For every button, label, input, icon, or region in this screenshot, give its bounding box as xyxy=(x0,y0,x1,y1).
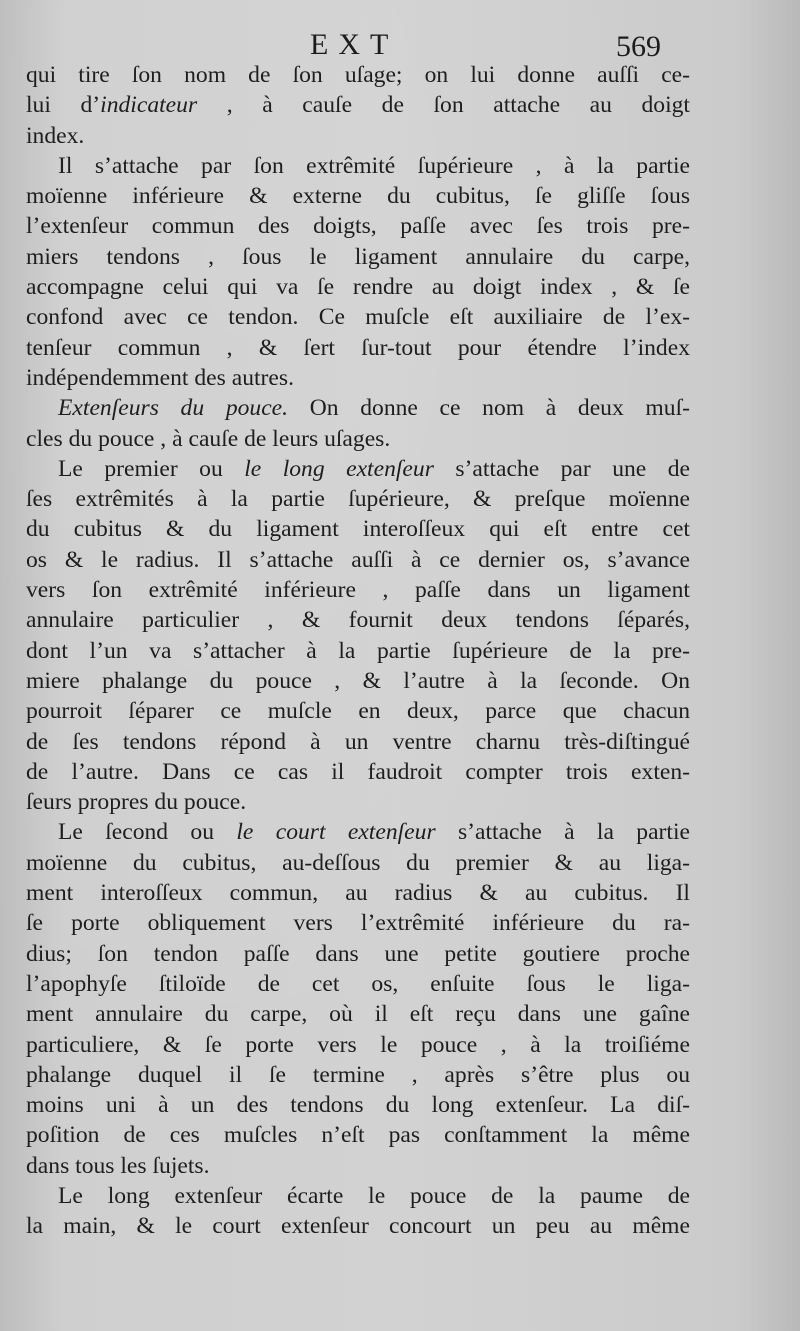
paragraph xyxy=(26,151,690,393)
text-segment: os & le radius. Il s’attache auſſi à ce dernier os, s’avance xyxy=(26,546,690,573)
text-line xyxy=(26,181,690,211)
text-line xyxy=(26,939,690,969)
text-segment: confond avec ce tendon. Ce muſcle eſt auxiliaire de l’ex- xyxy=(26,304,690,331)
italic-text: le court extenſeur xyxy=(236,819,436,846)
text-segment: poſition de ces muſcles n’eſt pas conſtamment la même xyxy=(26,1122,690,1149)
text-segment: ment annulaire du carpe, où il eſt reçu dans une gaîne xyxy=(26,1001,690,1028)
text-line xyxy=(26,424,690,454)
text-line xyxy=(26,393,690,423)
text-line xyxy=(26,272,690,302)
italic-text: Extenſeurs du pouce. xyxy=(58,395,289,422)
text-segment: lui d’ xyxy=(26,92,101,119)
text-line xyxy=(26,151,690,181)
text-segment: s’attache par une de xyxy=(433,455,691,482)
text-segment: pourroit ſéparer ce muſcle en deux, parce que chacun xyxy=(26,698,690,725)
text-segment: cles du pouce , à cauſe de leurs uſages. xyxy=(26,425,391,452)
italic-text: le long extenſeur xyxy=(244,455,434,482)
text-line xyxy=(26,1120,690,1150)
text-line xyxy=(26,817,690,847)
text-segment: Il s’attache par ſon extrêmité ſupérieure , à la partie xyxy=(58,152,690,179)
text-line xyxy=(26,1181,690,1211)
text-line xyxy=(26,605,690,635)
text-line xyxy=(26,969,690,999)
text-line xyxy=(26,1211,690,1241)
text-line xyxy=(26,636,690,666)
text-segment: accompagne celui qui va ſe rendre au doigt index , & ſe xyxy=(26,274,690,301)
text-line xyxy=(26,908,690,938)
text-segment: ſe porte obliquement vers l’extrêmité inférieure du ra- xyxy=(26,910,690,937)
text-segment: dans tous les ſujets. xyxy=(26,1152,210,1179)
text-segment: du cubitus & du ligament interoſſeux qui eſt entre cet xyxy=(26,516,690,543)
text-line xyxy=(26,696,690,726)
text-line xyxy=(26,242,690,272)
page-number: 569 xyxy=(616,30,661,63)
text-line xyxy=(26,545,690,575)
text-segment: l’apophyſe ſtiloïde de cet os, enſuite ſous le liga- xyxy=(26,970,690,997)
text-line xyxy=(26,333,690,363)
paragraph xyxy=(26,1181,690,1242)
text-line xyxy=(26,363,690,393)
text-line xyxy=(26,848,690,878)
text-segment: ment interoſſeux commun, au radius & au cubitus. Il xyxy=(26,880,690,907)
text-segment: miere phalange du pouce , & l’autre à la ſeconde. On xyxy=(26,667,690,694)
text-segment: indépendemment des autres. xyxy=(26,364,294,391)
text-line xyxy=(26,878,690,908)
text-segment: ſeurs propres du pouce. xyxy=(26,789,247,816)
italic-text: indicateur xyxy=(100,92,198,119)
text-segment: dius; ſon tendon paſſe dans une petite goutiere proche xyxy=(26,940,690,967)
text-segment: Le premier ou xyxy=(58,455,245,482)
text-segment: moïenne du cubitus, au-deſſous du premier & au liga- xyxy=(26,849,690,876)
text-line xyxy=(26,484,690,514)
text-segment: particuliere, & ſe porte vers le pouce , à la troiſiéme xyxy=(26,1031,690,1058)
text-segment: phalange duquel il ſe termine , après s’être plus ou xyxy=(26,1061,690,1088)
text-segment: index. xyxy=(26,122,85,149)
text-segment: dont l’un va s’attacher à la partie ſupérieure de la pre- xyxy=(26,637,690,664)
paragraph xyxy=(26,60,690,151)
text-line xyxy=(26,121,690,151)
text-segment: annulaire particulier , & fournit deux tendons ſéparés, xyxy=(26,607,690,634)
text-segment: l’extenſeur commun des doigts, paſſe avec ſes trois pre- xyxy=(26,213,690,240)
text-segment: Le ſecond ou xyxy=(58,819,237,846)
text-line xyxy=(26,90,690,120)
text-segment: la main, & le court extenſeur concourt un peu au même xyxy=(26,1213,690,1240)
text-segment: moins uni à un des tendons du long extenſeur. La diſ- xyxy=(26,1092,690,1119)
text-line xyxy=(26,1090,690,1120)
text-line xyxy=(26,575,690,605)
text-segment: qui tire ſon nom de ſon uſage; on lui donne auſſi ce- xyxy=(26,62,690,88)
text-segment: Le long extenſeur écarte le pouce de la paume de xyxy=(58,1182,690,1209)
text-segment: de ſes tendons répond à un ventre charnu très-diſtingué xyxy=(26,728,690,755)
body-text xyxy=(26,60,690,1242)
text-line xyxy=(26,1060,690,1090)
text-line xyxy=(26,1151,690,1181)
text-segment: de l’autre. Dans ce cas il faudroit compter trois exten- xyxy=(26,758,690,785)
text-line xyxy=(26,514,690,544)
text-line xyxy=(26,454,690,484)
text-line xyxy=(26,757,690,787)
text-segment: On donne ce nom à deux muſ- xyxy=(288,395,690,422)
text-line xyxy=(26,727,690,757)
text-segment: ſes extrêmités à la partie ſupérieure, & preſque moïenne xyxy=(26,486,690,513)
text-line xyxy=(26,211,690,241)
paragraph xyxy=(26,454,690,818)
text-line xyxy=(26,787,690,817)
text-line xyxy=(26,1030,690,1060)
text-segment: tenſeur commun , & ſert ſur-tout pour étendre l’index xyxy=(26,334,690,361)
text-line xyxy=(26,666,690,696)
text-line xyxy=(26,999,690,1029)
text-segment: miers tendons , ſous le ligament annulaire du carpe, xyxy=(26,243,690,270)
text-segment: moïenne inférieure & externe du cubitus, ſe gliſſe ſous xyxy=(26,183,690,210)
text-segment: s’attache à la partie xyxy=(435,819,690,846)
text-segment: , à cauſe de ſon attache au doigt xyxy=(197,92,690,119)
paragraph xyxy=(26,817,690,1181)
paragraph xyxy=(26,393,690,454)
text-line xyxy=(26,60,690,90)
text-segment: vers ſon extrêmité inférieure , paſſe dans un ligament xyxy=(26,577,690,604)
text-line xyxy=(26,302,690,332)
running-head: EXT xyxy=(310,28,399,61)
